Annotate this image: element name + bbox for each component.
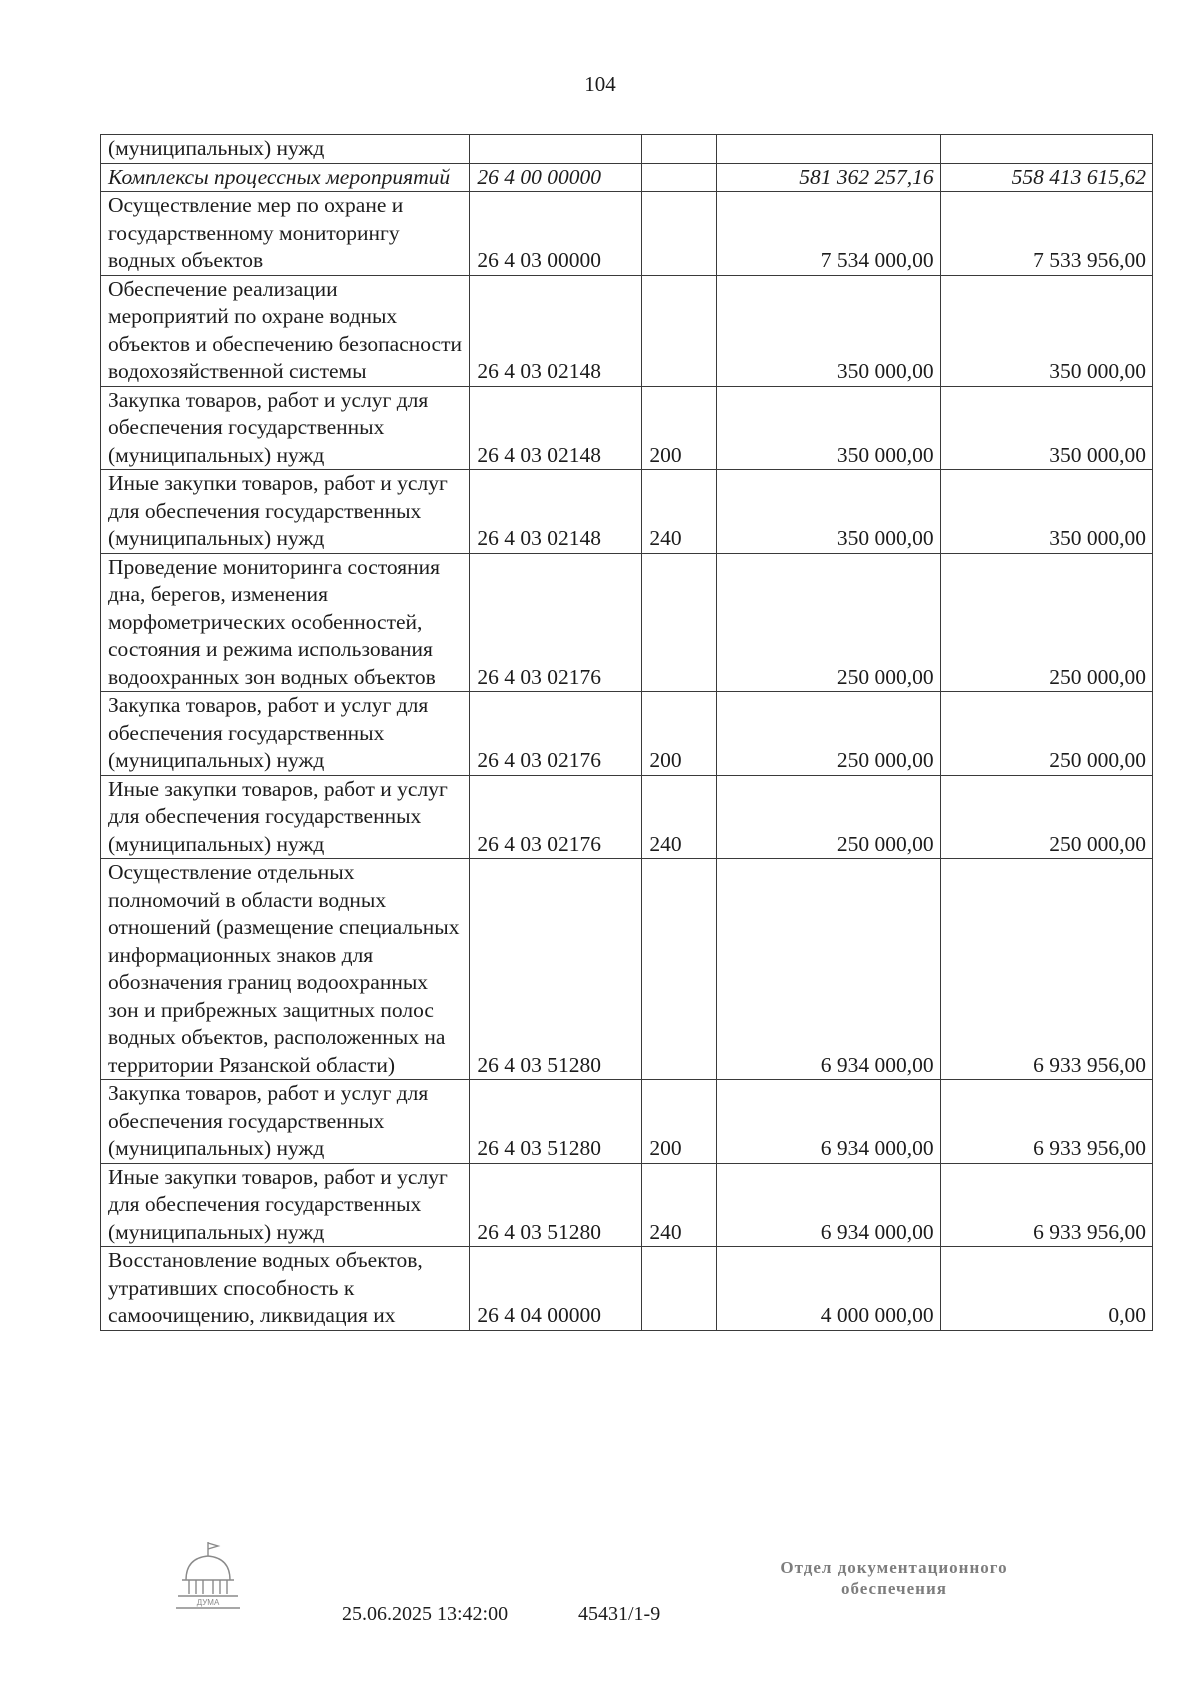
budget-table [100, 134, 1153, 1331]
table-row [101, 553, 1153, 692]
budget-table-body [101, 135, 1153, 1331]
cell-name: Иные закупки товаров, работ и услуг для обеспечения государственных (муниципальных) нужд [101, 1163, 470, 1247]
cell-name: Осуществление мер по охране и государственному мониторингу водных объектов [101, 192, 470, 276]
cell-code: 26 4 03 51280 [470, 1080, 642, 1164]
cell-planned: 6 934 000,00 [716, 859, 940, 1080]
cell-expense-type: 240 [642, 775, 716, 859]
cell-expense-type: 240 [642, 1163, 716, 1247]
cell-code: 26 4 03 02148 [470, 386, 642, 470]
cell-code: 26 4 03 02176 [470, 553, 642, 692]
footer-reg-number: 45431/1-9 [578, 1603, 661, 1625]
table-row [101, 386, 1153, 470]
cell-executed: 250 000,00 [940, 553, 1152, 692]
cell-expense-type: 200 [642, 692, 716, 776]
table-row [101, 1163, 1153, 1247]
cell-planned: 350 000,00 [716, 386, 940, 470]
cell-executed: 350 000,00 [940, 275, 1152, 386]
cell-executed: 7 533 956,00 [940, 192, 1152, 276]
cell-executed: 250 000,00 [940, 692, 1152, 776]
cell-code: 26 4 03 00000 [470, 192, 642, 276]
cell-planned: 250 000,00 [716, 775, 940, 859]
cell-name: Проведение мониторинга состояния дна, берегов, изменения морфометрических особенностей, состояния и режима использования водоохранных зон водных объектов [101, 553, 470, 692]
cell-expense-type [642, 135, 716, 164]
table-row [101, 859, 1153, 1080]
cell-name: Закупка товаров, работ и услуг для обеспечения государственных (муниципальных) нужд [101, 386, 470, 470]
cell-code [470, 135, 642, 164]
cell-planned: 6 934 000,00 [716, 1080, 940, 1164]
cell-code: 26 4 04 00000 [470, 1247, 642, 1331]
cell-planned: 250 000,00 [716, 692, 940, 776]
cell-planned: 581 362 257,16 [716, 163, 940, 192]
cell-name: Иные закупки товаров, работ и услуг для обеспечения государственных (муниципальных) нужд [101, 470, 470, 554]
page-number: 104 [584, 72, 616, 96]
cell-code: 26 4 03 02176 [470, 775, 642, 859]
table-row [101, 1247, 1153, 1331]
cell-planned: 6 934 000,00 [716, 1163, 940, 1247]
cell-executed: 6 933 956,00 [940, 1163, 1152, 1247]
cell-name: Восстановление водных объектов, утративших способность к самоочищению, ликвидация их [101, 1247, 470, 1331]
cell-executed: 250 000,00 [940, 775, 1152, 859]
cell-expense-type: 200 [642, 386, 716, 470]
duma-logo-text: ДУМА [196, 1598, 220, 1607]
cell-planned [716, 135, 940, 164]
table-row [101, 470, 1153, 554]
cell-expense-type [642, 163, 716, 192]
cell-code: 26 4 03 02176 [470, 692, 642, 776]
cell-name: Закупка товаров, работ и услуг для обеспечения государственных (муниципальных) нужд [101, 1080, 470, 1164]
cell-name: Закупка товаров, работ и услуг для обеспечения государственных (муниципальных) нужд [101, 692, 470, 776]
stamp-line-1: Отдел документационного [780, 1558, 1008, 1577]
cell-code: 26 4 03 51280 [470, 1163, 642, 1247]
cell-name: Комплексы процессных мероприятий [101, 163, 470, 192]
cell-executed: 350 000,00 [940, 386, 1152, 470]
duma-logo-icon [172, 1540, 244, 1610]
cell-code: 26 4 03 51280 [470, 859, 642, 1080]
cell-executed: 6 933 956,00 [940, 1080, 1152, 1164]
cell-expense-type [642, 859, 716, 1080]
cell-code: 26 4 03 02148 [470, 470, 642, 554]
table-row [101, 192, 1153, 276]
cell-name: Обеспечение реализации мероприятий по охране водных объектов и обеспечению безопасности водохозяйственной системы [101, 275, 470, 386]
cell-executed: 0,00 [940, 1247, 1152, 1331]
cell-planned: 4 000 000,00 [716, 1247, 940, 1331]
cell-expense-type [642, 192, 716, 276]
table-row [101, 275, 1153, 386]
cell-planned: 7 534 000,00 [716, 192, 940, 276]
department-stamp [744, 1557, 1044, 1599]
cell-planned: 350 000,00 [716, 275, 940, 386]
cell-expense-type [642, 553, 716, 692]
table-row [101, 135, 1153, 164]
cell-expense-type: 200 [642, 1080, 716, 1164]
cell-executed: 558 413 615,62 [940, 163, 1152, 192]
cell-expense-type [642, 1247, 716, 1331]
table-row [101, 692, 1153, 776]
cell-name: Иные закупки товаров, работ и услуг для обеспечения государственных (муниципальных) нужд [101, 775, 470, 859]
stamp-line-2: обеспечения [841, 1579, 947, 1598]
cell-expense-type [642, 275, 716, 386]
cell-code: 26 4 03 02148 [470, 275, 642, 386]
cell-executed: 6 933 956,00 [940, 859, 1152, 1080]
table-row [101, 775, 1153, 859]
cell-executed [940, 135, 1152, 164]
table-row [101, 1080, 1153, 1164]
cell-expense-type: 240 [642, 470, 716, 554]
table-row [101, 163, 1153, 192]
cell-planned: 250 000,00 [716, 553, 940, 692]
cell-name: Осуществление отдельных полномочий в области водных отношений (размещение специальных информационных знаков для обозначения границ водоохранных зон и прибрежных защитных полос водных объектов, расположенных на территории Рязанской области) [101, 859, 470, 1080]
cell-executed: 350 000,00 [940, 470, 1152, 554]
cell-code: 26 4 00 00000 [470, 163, 642, 192]
cell-planned: 350 000,00 [716, 470, 940, 554]
cell-name: (муниципальных) нужд [101, 135, 470, 164]
footer-datetime: 25.06.2025 13:42:00 [342, 1603, 509, 1625]
